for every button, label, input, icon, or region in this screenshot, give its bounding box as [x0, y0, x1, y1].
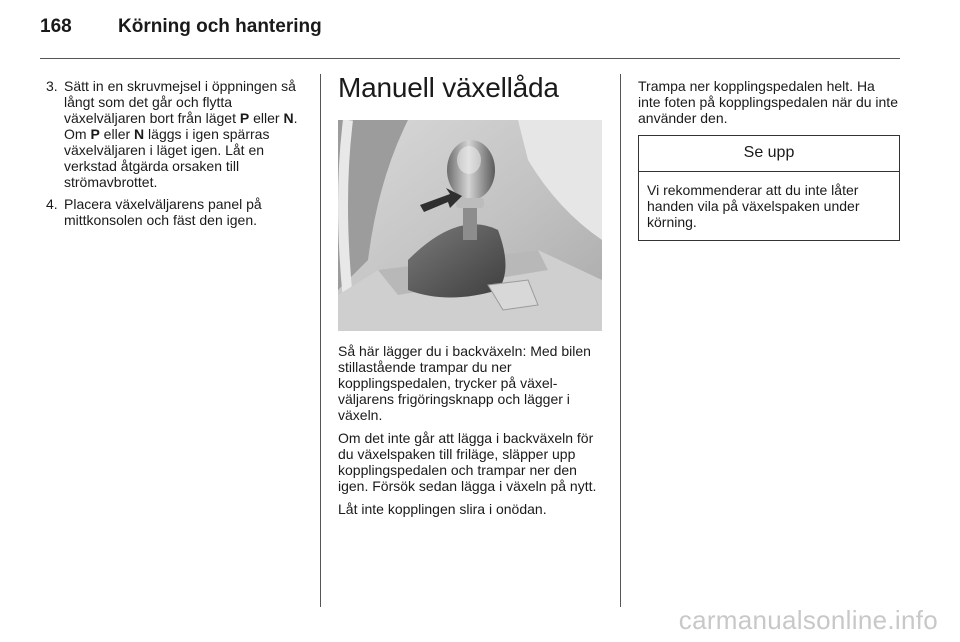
- instruction-steps: [40, 78, 308, 228]
- column-2: [338, 70, 604, 524]
- step-item: [40, 78, 308, 190]
- paragraph: Trampa ner kopplingspedalen helt. Ha inte foten på kopplingspedalen när du inte använder den.: [638, 78, 898, 126]
- step-text: Placera växelväljarens panel på mittkonsolen och fäst den igen.: [64, 196, 262, 228]
- caution-text: Vi rekommenderar att du inte låter handen vila på växelspaken under körning.: [647, 182, 860, 230]
- page-title: Körning och hantering: [118, 16, 322, 37]
- page-header: [40, 16, 322, 48]
- column-1: [40, 78, 308, 234]
- column-3: [638, 78, 900, 241]
- step-number: 3.: [46, 78, 58, 94]
- step-number: 4.: [46, 196, 58, 212]
- gear-shifter-photo: [338, 120, 602, 331]
- step-item: [40, 196, 308, 228]
- paragraph: Om det inte går att lägga i backväxeln för du växelspaken till friläge, släpper upp kopplingspedalen och trampar ner den igen. Försök sedan lägga i växeln på nytt.: [338, 430, 597, 494]
- page-number: 168: [40, 16, 72, 37]
- watermark: carmanualsonline.info: [678, 605, 938, 635]
- header-divider: [40, 58, 900, 59]
- caution-box: [638, 135, 900, 241]
- paragraph: Låt inte kopplingen slira i onödan.: [338, 501, 547, 517]
- paragraph: Så här lägger du i backväxeln: Med bilen stillastående trampar du ner kopplingspedalen, trycker på växel-väljarens frigöringsknapp och lägger i växeln.: [338, 343, 591, 423]
- caution-heading: Se upp: [639, 136, 899, 172]
- section-title: Manuell växellåda: [338, 72, 559, 103]
- column-divider-right: [620, 74, 621, 607]
- step-text: Sätt in en skruvmejsel i öppningen så långt som det går och flytta växelväljaren bort från läget P eller N. Om P eller N läggs i igen spärras växelväljaren i läget igen. Låt en verkstad åtgärda orsaken till strömavbrottet.: [64, 78, 298, 190]
- column-divider-left: [320, 74, 321, 607]
